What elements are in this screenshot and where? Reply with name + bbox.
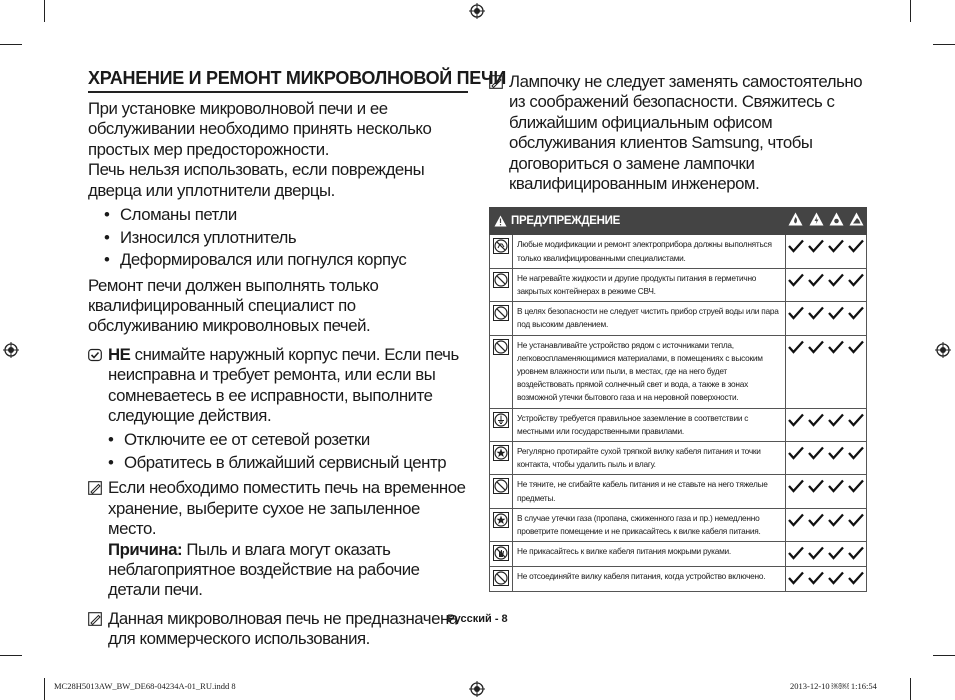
- table-row: [490, 542, 867, 567]
- table-row: [490, 442, 867, 475]
- check-icon: [826, 508, 846, 541]
- check-icon: [846, 442, 867, 475]
- row-text: Не тяните, не сгибайте кабель питания и не ставьте на него тяжелые предметы.: [513, 475, 786, 508]
- warning-note: [88, 345, 468, 427]
- intro-paragraph: При установке микроволновой печи и ее обслуживании необходимо принять несколько простых мер предосторожности.: [88, 99, 432, 159]
- check-icon: [786, 302, 807, 335]
- table-row: [490, 408, 867, 441]
- check-icon: [846, 235, 867, 268]
- electric-hazard-icon: [809, 212, 824, 226]
- check-icon: [826, 442, 846, 475]
- warning-note-icon: [88, 348, 102, 362]
- row-icon: [490, 335, 513, 408]
- row-text: Регулярно протирайте сухой тряпкой вилку кабеля питания и точки контакта, чтобы удалить пыль и влагу.: [513, 442, 786, 475]
- check-icon: [786, 335, 807, 408]
- row-text: Любые модификации и ремонт электроприбора должны выполняться только квалифицированными специалистами.: [513, 235, 786, 268]
- row-text: Не устанавливайте устройство рядом с источниками тепла, легковоспламеняющимися материалами, в помещениях с высоким уровнем влажности или пыли, в местах, где на него будет воздействовать прямой солнечный свет и вода, а также в зонах возможной утечки бытового газа и на неровной поверхности.: [513, 335, 786, 408]
- check-icon: [846, 335, 867, 408]
- row-text: В целях безопасности не следует чистить прибор струей воды или пара под высоким давлением.: [513, 302, 786, 335]
- check-icon: [786, 235, 807, 268]
- check-icon: [786, 475, 807, 508]
- row-icon: [490, 235, 513, 268]
- check-icon: [846, 542, 867, 567]
- check-icon: [806, 542, 826, 567]
- check-icon: [786, 567, 807, 592]
- check-icon: [826, 475, 846, 508]
- check-icon: [846, 408, 867, 441]
- check-icon: [846, 567, 867, 592]
- registration-mark-icon: [935, 342, 951, 358]
- note-icon: [88, 481, 102, 495]
- fire-hazard-icon: [788, 212, 803, 226]
- footer-file: MC28H5013AW_BW_DE68-04234A-01_RU.indd 8: [54, 681, 236, 691]
- storage-note-text: Если необходимо поместить печь на временное хранение, выберите сухое не запыленное место.: [108, 478, 466, 539]
- row-icon: [490, 408, 513, 441]
- check-icon: [806, 235, 826, 268]
- table-row: [490, 508, 867, 541]
- check-icon: [786, 508, 807, 541]
- check-icon: [806, 567, 826, 592]
- check-icon: [826, 542, 846, 567]
- row-icon: [490, 542, 513, 567]
- repair-paragraph: Ремонт печи должен выполнять только квалифицированный специалист по обслуживанию микроволновых печей.: [88, 275, 379, 336]
- table-row: [490, 475, 867, 508]
- page-title: ХРАНЕНИЕ И РЕМОНТ МИКРОВОЛНОВОЙ ПЕЧИ: [88, 68, 468, 93]
- check-icon: [786, 542, 807, 567]
- check-icon: [826, 268, 846, 301]
- row-text: Не прикасайтесь к вилке кабеля питания мокрыми руками.: [513, 542, 786, 567]
- note-icon: [489, 75, 503, 89]
- check-icon: [826, 408, 846, 441]
- table-row: [490, 235, 867, 268]
- warning-title: ПРЕДУПРЕЖДЕНИЕ: [511, 215, 620, 228]
- row-icon: [490, 442, 513, 475]
- table-row: [490, 567, 867, 592]
- table-row: [490, 302, 867, 335]
- check-icon: [826, 235, 846, 268]
- reason-label: Причина:: [108, 539, 183, 559]
- row-icon: [490, 268, 513, 301]
- action-list: [88, 429, 468, 474]
- commercial-note-text: Данная микроволновая печь не предназначена для коммерческого использования.: [108, 608, 458, 649]
- warning-table: [489, 207, 867, 592]
- table-row: [490, 268, 867, 301]
- footer-date: 2013-12-10 ￼￼ 1:16:54: [790, 681, 877, 691]
- table-row: [490, 335, 867, 408]
- check-icon: [786, 442, 807, 475]
- registration-mark-icon: [469, 3, 485, 19]
- list-item: • Обратитесь в ближайший сервисный центр: [108, 452, 468, 475]
- door-paragraph: Печь нельзя использовать, если повреждены дверца или уплотнители дверцы.: [88, 160, 425, 200]
- check-icon: [806, 268, 826, 301]
- row-icon: [490, 302, 513, 335]
- check-icon: [806, 508, 826, 541]
- list-item: • Отключите ее от сетевой розетки: [108, 429, 468, 452]
- row-icon: [490, 508, 513, 541]
- check-icon: [846, 302, 867, 335]
- registration-mark-icon: [3, 342, 19, 358]
- injury-hazard-icon: [849, 212, 864, 226]
- lamp-note-text: Лампочку не следует заменять самостоятельно из соображений безопасности. Свяжитесь с ближайшим официальным офисом обслуживания клиентов Samsung, чтобы договориться о замене лампочки квалифицированным инженером.: [509, 72, 863, 194]
- row-text: В случае утечки газа (пропана, сжиженного газа и пр.) немедленно проветрите помещение и не прикасайтесь к вилке кабеля питания.: [513, 508, 786, 541]
- row-text: Не нагревайте жидкости и другие продукты питания в герметично закрытых контейнерах в режиме СВЧ.: [513, 268, 786, 301]
- list-item: • Износился уплотнитель: [104, 227, 468, 250]
- reason-text: Пыль и влага могут оказать неблагоприятное воздействие на рабочие детали печи.: [108, 539, 420, 600]
- damage-list: [88, 204, 468, 272]
- check-icon: [846, 508, 867, 541]
- registration-mark-icon: [469, 681, 485, 697]
- check-icon: [846, 268, 867, 301]
- check-icon: [786, 268, 807, 301]
- explosion-hazard-icon: [829, 212, 844, 226]
- check-icon: [806, 408, 826, 441]
- check-icon: [826, 567, 846, 592]
- row-text: Не отсоединяйте вилку кабеля питания, когда устройство включено.: [513, 567, 786, 592]
- row-text: Устройству требуется правильное заземление в соответствии с местными или государственными правилами.: [513, 408, 786, 441]
- check-icon: [806, 475, 826, 508]
- row-icon: [490, 475, 513, 508]
- row-icon: [490, 567, 513, 592]
- check-icon: [806, 442, 826, 475]
- warning-triangle-icon: [494, 215, 507, 227]
- warning-bold: НЕ: [108, 344, 131, 364]
- check-icon: [846, 475, 867, 508]
- check-icon: [806, 302, 826, 335]
- right-column: [489, 72, 867, 592]
- page-number: Русский - 8: [447, 613, 508, 625]
- check-icon: [826, 335, 846, 408]
- check-icon: [826, 302, 846, 335]
- lamp-note: [489, 72, 867, 194]
- storage-note: [88, 478, 468, 600]
- list-item: • Деформировался или погнулся корпус: [104, 249, 468, 272]
- warning-text: снимайте наружный корпус печи. Если печь неисправна и требует ремонта, или если вы сомневаетесь в ее исправности, выполните следующие действия.: [108, 344, 459, 425]
- check-icon: [806, 335, 826, 408]
- list-item: • Сломаны петли: [104, 204, 468, 227]
- check-icon: [786, 408, 807, 441]
